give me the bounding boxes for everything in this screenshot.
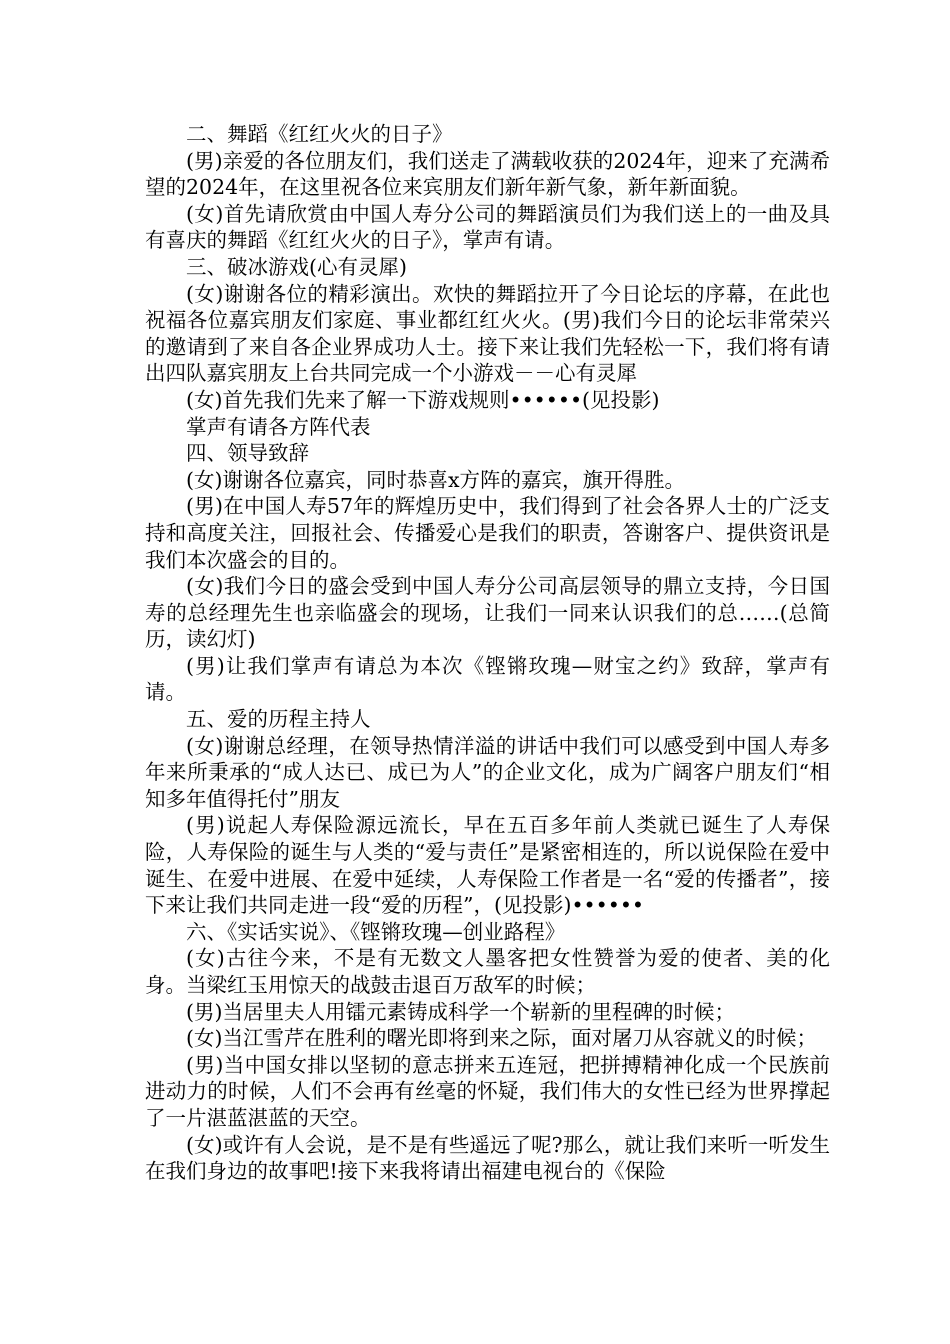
paragraph: (男)当中国女排以坚韧的意志拼来五连冠，把拼搏精神化成一个民族前进动力的时候，人们不会再有丝毫的怀疑，我们伟大的女性已经为世界撑起了一片湛蓝湛蓝的天空。 [145,1052,830,1130]
paragraph: (女)或许有人会说，是不是有些遥远了呢?那么，就让我们来听一听发生在我们身边的故事吧!接下来我将请出福建电视台的《保险 [145,1132,830,1184]
section-heading: 四、领导致辞 [186,441,309,466]
document-body [145,121,830,1185]
paragraph: (男)在中国人寿57年的辉煌历史中，我们得到了社会各界人士的广泛支持和高度关注，回报社会、传播爱心是我们的职责，答谢客户、提供资讯是我们本次盛会的目的。 [145,494,830,572]
paragraph: (男)亲爱的各位朋友们，我们送走了满载收获的2024年，迎来了充满希望的2024年，在这里祝各位来宾朋友们新年新气象，新年新面貌。 [145,148,830,200]
section-heading: 五、爱的历程主持人 [186,707,371,732]
paragraph: (女)谢谢总经理，在领导热情洋溢的讲话中我们可以感受到中国人寿多年来所秉承的“成人达已、成已为人”的企业文化，成为广阔客户朋友们“相知多年值得托付”朋友 [145,733,830,811]
paragraph: (男)让我们掌声有请总为本次《铿锵玫瑰—财宝之约》致辞，掌声有请。 [145,653,830,705]
section-heading: 三、破冰游戏(心有灵犀) [186,254,407,279]
paragraph: (女)谢谢各位嘉宾，同时恭喜x方阵的嘉宾，旗开得胜。 [186,467,686,492]
paragraph: (女)首先我们先来了解一下游戏规则••••••(见投影) [186,387,660,412]
paragraph: (女)谢谢各位的精彩演出。欢快的舞蹈拉开了今日论坛的序幕，在此也祝福各位嘉宾朋友们家庭、事业都红红火火。(男)我们今日的论坛非常荣兴的邀请到了来自各企业界成功人士。接下来让我们先轻松一下，我们将有请出四队嘉宾朋友上台共同完成一个小游戏－－心有灵犀 [145,281,830,386]
section-heading: 六、《实话实说》、《铿锵玫瑰—创业路程》 [186,919,566,944]
paragraph: (女)古往今来，不是有无数文人墨客把女性赞誉为爱的使者、美的化身。当梁红玉用惊天的战鼓击退百万敌军的时候； [145,946,830,997]
paragraph: (男)说起人寿保险源远流长，早在五百多年前人类就已诞生了人寿保险，人寿保险的诞生与人类的“爱与责任”是紧密相连的，所以说保险在爱中诞生、在爱中进展、在爱中延续，人寿保险工作者是一名“爱的传播者”，接下来让我们共同走进一段“爱的历程”，(见投影)•••••• [145,813,830,918]
paragraph: (女)当江雪芹在胜利的曙光即将到来之际，面对屠刀从容就义的时候； [186,1026,817,1051]
paragraph: 掌声有请各方阵代表 [186,414,371,439]
paragraph: (女)首先请欣赏由中国人寿分公司的舞蹈演员们为我们送上的一曲及具有喜庆的舞蹈《红红火火的日子》，掌声有请。 [145,201,830,253]
section-heading: 二、舞蹈《红红火火的日子》 [186,122,453,146]
paragraph: (男)当居里夫人用镭元素铸成科学一个崭新的里程碑的时候； [186,999,735,1024]
paragraph: (女)我们今日的盛会受到中国人寿分公司高层领导的鼎立支持，今日国寿的总经理先生也亲临盛会的现场，让我们一同来认识我们的总……(总简历，读幻灯) [145,574,830,652]
